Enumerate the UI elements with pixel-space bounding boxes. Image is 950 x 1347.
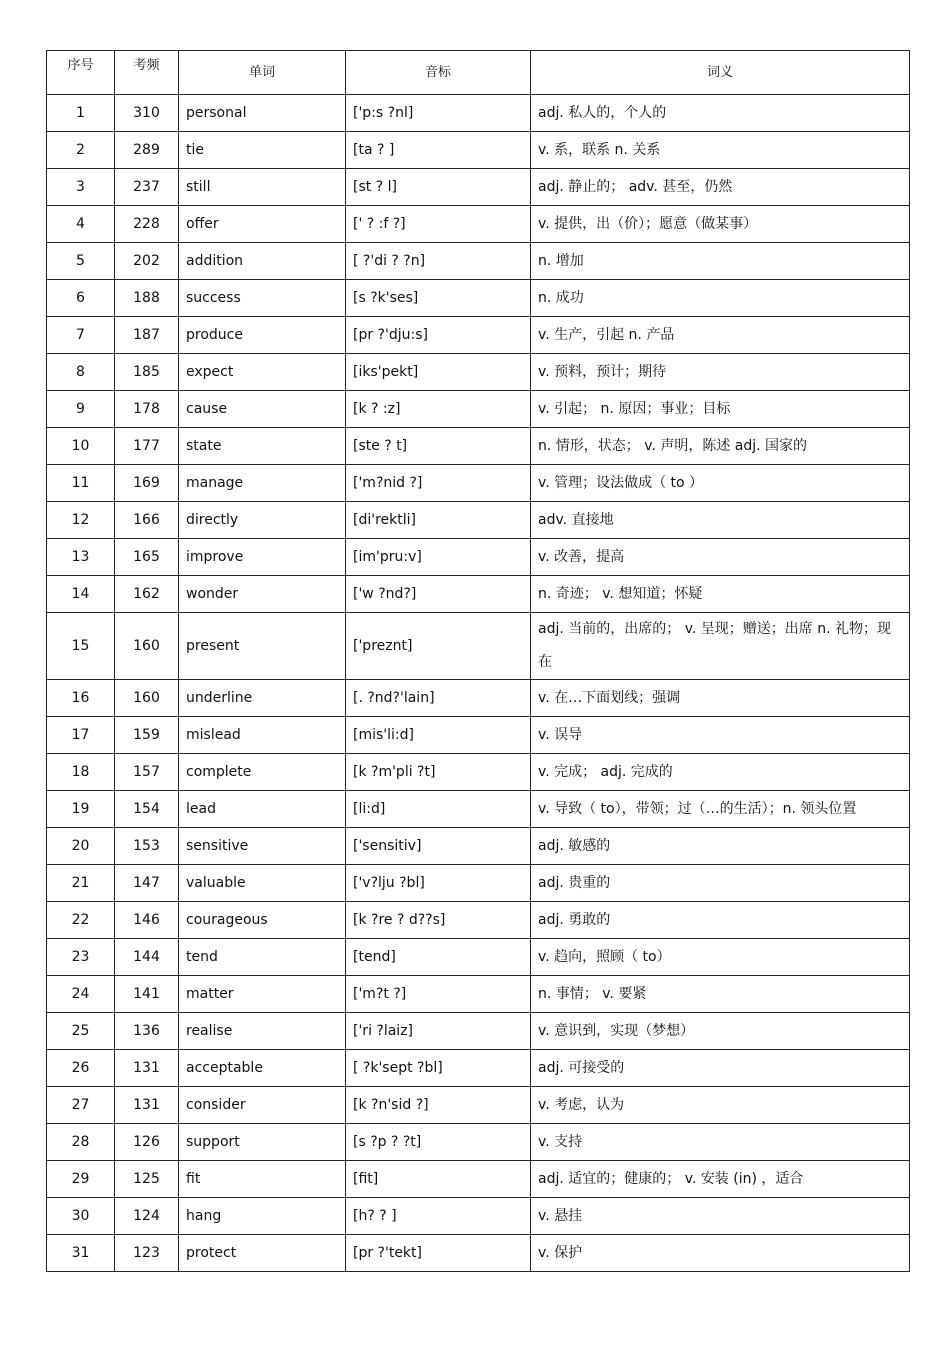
cell-phonetic: [pr ?'dju:s]: [346, 317, 531, 354]
cell-word: directly: [179, 502, 346, 539]
cell-index: 22: [47, 902, 115, 939]
table-row: [47, 754, 910, 791]
cell-index: 13: [47, 539, 115, 576]
cell-frequency: 146: [115, 902, 179, 939]
table-row: [47, 317, 910, 354]
table-row: [47, 502, 910, 539]
cell-word: sensitive: [179, 828, 346, 865]
table-row: [47, 717, 910, 754]
cell-index: 27: [47, 1087, 115, 1124]
cell-phonetic: ['v?lju ?bl]: [346, 865, 531, 902]
cell-phonetic: [st ? l]: [346, 169, 531, 206]
cell-phonetic: ['sensitiv]: [346, 828, 531, 865]
cell-frequency: 159: [115, 717, 179, 754]
cell-index: 29: [47, 1161, 115, 1198]
cell-index: 31: [47, 1235, 115, 1272]
table-row: [47, 865, 910, 902]
cell-index: 21: [47, 865, 115, 902]
cell-frequency: 154: [115, 791, 179, 828]
cell-phonetic: [pr ?'tekt]: [346, 1235, 531, 1272]
cell-index: 30: [47, 1198, 115, 1235]
cell-frequency: 169: [115, 465, 179, 502]
cell-phonetic: [ta ? ]: [346, 132, 531, 169]
cell-word: courageous: [179, 902, 346, 939]
table-row: [47, 354, 910, 391]
cell-meaning: n. 成功: [531, 280, 910, 317]
table-row: [47, 539, 910, 576]
cell-frequency: 178: [115, 391, 179, 428]
cell-word: present: [179, 613, 346, 680]
cell-index: 18: [47, 754, 115, 791]
header-phonetic: 音标: [346, 51, 531, 95]
table-row: [47, 243, 910, 280]
cell-word: matter: [179, 976, 346, 1013]
cell-frequency: 237: [115, 169, 179, 206]
cell-index: 9: [47, 391, 115, 428]
table-row: [47, 939, 910, 976]
cell-word: manage: [179, 465, 346, 502]
cell-word: addition: [179, 243, 346, 280]
cell-meaning: v. 在…下面划线；强调: [531, 680, 910, 717]
cell-phonetic: ['ri ?laiz]: [346, 1013, 531, 1050]
cell-phonetic: [s ?k'ses]: [346, 280, 531, 317]
cell-index: 5: [47, 243, 115, 280]
cell-word: offer: [179, 206, 346, 243]
cell-index: 2: [47, 132, 115, 169]
table-row: [47, 976, 910, 1013]
cell-index: 26: [47, 1050, 115, 1087]
cell-frequency: 289: [115, 132, 179, 169]
cell-meaning: v. 管理；设法做成（ to ）: [531, 465, 910, 502]
cell-meaning: n. 增加: [531, 243, 910, 280]
cell-phonetic: [k ? :z]: [346, 391, 531, 428]
cell-meaning: v. 支持: [531, 1124, 910, 1161]
cell-meaning: v. 提供，出（价）；愿意（做某事）: [531, 206, 910, 243]
cell-frequency: 177: [115, 428, 179, 465]
cell-word: expect: [179, 354, 346, 391]
cell-frequency: 125: [115, 1161, 179, 1198]
cell-meaning: adj. 勇敢的: [531, 902, 910, 939]
cell-phonetic: [ ?'di ? ?n]: [346, 243, 531, 280]
cell-word: improve: [179, 539, 346, 576]
cell-meaning: v. 预料，预计；期待: [531, 354, 910, 391]
cell-meaning: adv. 直接地: [531, 502, 910, 539]
cell-meaning: adj. 当前的，出席的； v. 呈现；赠送；出席 n. 礼物；现在: [531, 613, 910, 680]
table-row: [47, 828, 910, 865]
cell-index: 10: [47, 428, 115, 465]
cell-meaning: v. 趋向，照顾（ to）: [531, 939, 910, 976]
cell-frequency: 188: [115, 280, 179, 317]
cell-word: support: [179, 1124, 346, 1161]
table-row: [47, 95, 910, 132]
cell-frequency: 187: [115, 317, 179, 354]
cell-phonetic: [di'rektli]: [346, 502, 531, 539]
table-row: [47, 1198, 910, 1235]
cell-phonetic: [mis'li:d]: [346, 717, 531, 754]
cell-index: 8: [47, 354, 115, 391]
header-meaning: 词义: [531, 51, 910, 95]
vocabulary-table: [46, 50, 910, 1272]
cell-frequency: 160: [115, 680, 179, 717]
cell-index: 11: [47, 465, 115, 502]
cell-word: personal: [179, 95, 346, 132]
table-row: [47, 132, 910, 169]
cell-phonetic: [fit]: [346, 1161, 531, 1198]
cell-meaning: adj. 适宜的；健康的； v. 安装 (in) ，适合: [531, 1161, 910, 1198]
cell-meaning: v. 改善，提高: [531, 539, 910, 576]
table-row: [47, 206, 910, 243]
cell-meaning: n. 情形，状态； v. 声明，陈述 adj. 国家的: [531, 428, 910, 465]
cell-word: still: [179, 169, 346, 206]
cell-word: valuable: [179, 865, 346, 902]
table-row: [47, 465, 910, 502]
cell-frequency: 228: [115, 206, 179, 243]
cell-word: protect: [179, 1235, 346, 1272]
cell-meaning: adj. 敏感的: [531, 828, 910, 865]
cell-frequency: 310: [115, 95, 179, 132]
cell-index: 24: [47, 976, 115, 1013]
cell-word: fit: [179, 1161, 346, 1198]
cell-meaning: v. 悬挂: [531, 1198, 910, 1235]
cell-phonetic: [li:d]: [346, 791, 531, 828]
cell-meaning: n. 奇迹； v. 想知道；怀疑: [531, 576, 910, 613]
cell-index: 17: [47, 717, 115, 754]
cell-word: wonder: [179, 576, 346, 613]
cell-meaning: v. 保护: [531, 1235, 910, 1272]
cell-phonetic: [s ?p ? ?t]: [346, 1124, 531, 1161]
cell-meaning: v. 完成； adj. 完成的: [531, 754, 910, 791]
cell-frequency: 157: [115, 754, 179, 791]
cell-phonetic: [. ?nd?'lain]: [346, 680, 531, 717]
table-row: [47, 428, 910, 465]
cell-word: realise: [179, 1013, 346, 1050]
cell-phonetic: ['p:s ?nl]: [346, 95, 531, 132]
cell-meaning: v. 导致（ to），带领；过（…的生活）；n. 领头位置: [531, 791, 910, 828]
cell-phonetic: [iks'pekt]: [346, 354, 531, 391]
cell-word: tie: [179, 132, 346, 169]
cell-frequency: 141: [115, 976, 179, 1013]
cell-word: hang: [179, 1198, 346, 1235]
cell-frequency: 153: [115, 828, 179, 865]
table-row: [47, 280, 910, 317]
cell-frequency: 136: [115, 1013, 179, 1050]
cell-index: 14: [47, 576, 115, 613]
cell-meaning: v. 生产，引起 n. 产品: [531, 317, 910, 354]
cell-phonetic: ['m?nid ?]: [346, 465, 531, 502]
table-row: [47, 1087, 910, 1124]
table-row: [47, 576, 910, 613]
cell-phonetic: [ ?k'sept ?bl]: [346, 1050, 531, 1087]
table-row: [47, 1013, 910, 1050]
cell-frequency: 126: [115, 1124, 179, 1161]
cell-phonetic: ['m?t ?]: [346, 976, 531, 1013]
cell-word: mislead: [179, 717, 346, 754]
cell-word: tend: [179, 939, 346, 976]
header-index: 序号: [47, 51, 115, 95]
cell-index: 16: [47, 680, 115, 717]
cell-meaning: v. 引起； n. 原因；事业；目标: [531, 391, 910, 428]
table-row: [47, 680, 910, 717]
cell-word: underline: [179, 680, 346, 717]
table-row: [47, 1124, 910, 1161]
cell-index: 7: [47, 317, 115, 354]
cell-meaning: adj. 贵重的: [531, 865, 910, 902]
cell-meaning: n. 事情； v. 要紧: [531, 976, 910, 1013]
table-row: [47, 1235, 910, 1272]
cell-word: consider: [179, 1087, 346, 1124]
cell-meaning: adj. 静止的； adv. 甚至，仍然: [531, 169, 910, 206]
cell-meaning: v. 系，联系 n. 关系: [531, 132, 910, 169]
cell-index: 25: [47, 1013, 115, 1050]
cell-word: lead: [179, 791, 346, 828]
table-row: [47, 169, 910, 206]
cell-frequency: 131: [115, 1087, 179, 1124]
cell-frequency: 131: [115, 1050, 179, 1087]
cell-index: 28: [47, 1124, 115, 1161]
cell-frequency: 160: [115, 613, 179, 680]
cell-word: state: [179, 428, 346, 465]
cell-word: complete: [179, 754, 346, 791]
cell-word: success: [179, 280, 346, 317]
cell-frequency: 166: [115, 502, 179, 539]
cell-frequency: 124: [115, 1198, 179, 1235]
cell-index: 12: [47, 502, 115, 539]
cell-index: 23: [47, 939, 115, 976]
table-row: [47, 391, 910, 428]
cell-index: 6: [47, 280, 115, 317]
cell-word: produce: [179, 317, 346, 354]
cell-frequency: 185: [115, 354, 179, 391]
cell-phonetic: [tend]: [346, 939, 531, 976]
cell-meaning: v. 误导: [531, 717, 910, 754]
cell-phonetic: [k ?n'sid ?]: [346, 1087, 531, 1124]
header-frequency: 考频: [115, 51, 179, 95]
table-row: [47, 791, 910, 828]
cell-index: 20: [47, 828, 115, 865]
header-word: 单词: [179, 51, 346, 95]
cell-meaning: v. 考虑，认为: [531, 1087, 910, 1124]
cell-phonetic: [h? ? ]: [346, 1198, 531, 1235]
cell-phonetic: [k ?re ? d??s]: [346, 902, 531, 939]
cell-frequency: 147: [115, 865, 179, 902]
cell-index: 4: [47, 206, 115, 243]
cell-frequency: 123: [115, 1235, 179, 1272]
cell-index: 19: [47, 791, 115, 828]
cell-phonetic: [im'pru:v]: [346, 539, 531, 576]
cell-index: 1: [47, 95, 115, 132]
cell-word: cause: [179, 391, 346, 428]
cell-meaning: adj. 私人的，个人的: [531, 95, 910, 132]
table-row: [47, 1161, 910, 1198]
cell-phonetic: ['preznt]: [346, 613, 531, 680]
cell-index: 15: [47, 613, 115, 680]
cell-frequency: 144: [115, 939, 179, 976]
cell-phonetic: ['w ?nd?]: [346, 576, 531, 613]
header-row: [47, 51, 910, 95]
cell-meaning: v. 意识到，实现（梦想）: [531, 1013, 910, 1050]
cell-phonetic: [ste ? t]: [346, 428, 531, 465]
cell-phonetic: [' ? :f ?]: [346, 206, 531, 243]
cell-word: acceptable: [179, 1050, 346, 1087]
table-row: [47, 613, 910, 680]
cell-meaning: adj. 可接受的: [531, 1050, 910, 1087]
cell-frequency: 162: [115, 576, 179, 613]
cell-index: 3: [47, 169, 115, 206]
table-row: [47, 902, 910, 939]
table-row: [47, 1050, 910, 1087]
cell-frequency: 165: [115, 539, 179, 576]
cell-frequency: 202: [115, 243, 179, 280]
cell-phonetic: [k ?m'pli ?t]: [346, 754, 531, 791]
